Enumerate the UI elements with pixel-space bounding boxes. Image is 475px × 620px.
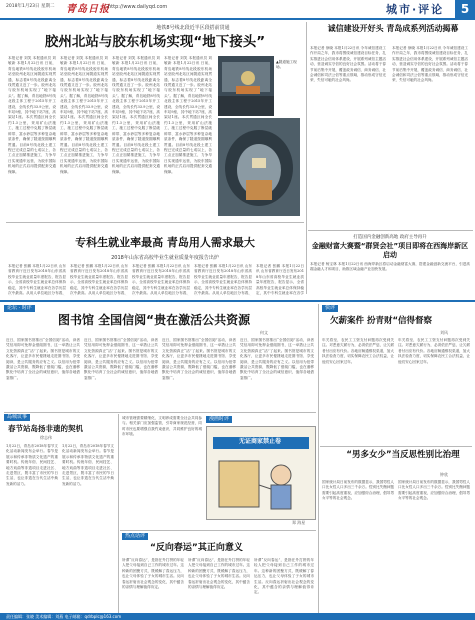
mid-body: 城市管理需要精细化，文明养成需要全社会共同参与。相关部门应加强监管，引导商家规范经营，同时市民也要增强自我约束意识，共同维护良好的城市环境。	[122, 416, 202, 437]
reverse-label: 热点话评	[122, 533, 148, 540]
jobs-body-col-1: 本报记者 张鹏 本报1月22日讯 山东省教育厅近日发布2018年山东省高校毕业生就业质量年度报告，报告显示，全省高校毕业生就业率总体保持稳定，其中专科生就业率在各学历层次中最高。从用人单位地区分布看，	[8, 264, 66, 296]
newspaper-logo: 青岛日报	[66, 4, 110, 15]
spring-body-col-1: 1月22日，青岛市2018年春节文化活动新闻发布会举行。春节是展示和传承非物质文化遗产的重要时机。传统年俗、民间技艺、地方戏曲等非遗项目走进社区、走进景区，既丰富了市民的节日生活，也让非遗在当代生活中焕发新的活力。	[6, 444, 58, 486]
side-body-col-1: 本报记者 徐晓 本报1月22日讯 今年诚信建设工作开局之年，我市将围绕诚信建设目标任务，扎实推进社会信用体系建设，开展系列诚信主题活动，营造诚实守信的良好社会氛围。活动将于春节前后集中开展，覆盖政务诚信、商务诚信、社会诚信和司法公信等重点领域，推动形成守信光荣、失信可耻的社会风尚。	[310, 46, 386, 83]
right-body-col-1: 年关将至，农民工工资支付问题再次受到关注。对恶意欠薪行为，必须依法严惩，让欠薪者付出应有代价。各地应畅通维权渠道，加大执法检查力度，切实保障农民工合法权益，让他们安心回家过年。	[322, 338, 394, 364]
lead-body-col-4: 本报记者 刘笑 本报通讯员 刘敏新 本报1月22日讯 日前，青岛地铁8号线北段胶东机场站至胶州北站区间隧道实现贯通，标志着8号线北段距离全线贯通又近了一步。胶州北站与胶东机场实现了“地下接头”。据了解，青岛地铁8号线北段主体工程于2015年开工建设，全线长约33.9公里，设车站9座，其中地下站7座，高架站1座。本次贯通区间全长约1.3公里，采用矿山法施工，施工过程中克服了断层破碎带、富水砂层等多种复杂地质条件，确保了隧道按期顺利贯通。目前8号线北段土建工程已完成总量的七成以上，各工点正加紧推进施工，力争早日实现通车运营，为胶东国际机场的正式启用提供配套交通保障。	[164, 56, 212, 174]
website-url[interactable]: http://www.dailyqd.com	[108, 4, 168, 10]
lead-headline: 胶州北站与胶东机场实现“地下接头”	[44, 34, 266, 50]
right-headline-2: “男多女少”当反思性别比治理	[346, 450, 460, 460]
spring-headline: 春节站岛扬非遗的契机	[8, 424, 83, 433]
lead-kicker: 地铁8号线北段近半区段搭前贯通	[156, 25, 230, 31]
section-title: 城市·评论	[386, 3, 445, 16]
date-line: 2018年1月23日 星期二	[6, 4, 55, 9]
masthead	[0, 0, 475, 20]
jobs-body-col-5: 本报记者 张鹏 本报1月22日讯 山东省教育厅近日发布2018年山东省高校毕业生就业质量年度报告，报告显示，全省高校毕业生就业率总体保持稳定，其中专科生就业率在各学	[256, 264, 304, 296]
library-body-col-1: 近日，国家图书馆推出“全国信阅”活动，读者凭信用即可免押金借阅图书，这一举措让公共文化资源真正“活”了起来。图书馆是城市的文化客厅，让更多市民便捷地走进图书馆、享受阅读，是公共服务的应有之义。以信用为纽带激活公共资源，既降低了借阅门槛，也在潜移默化中培育了全社会的诚信意识，值得各地借鉴推广。	[6, 338, 80, 380]
right-byline-2: 钟欣	[440, 472, 448, 477]
right-headline: 欠薪案件 扮青财“信得督察	[330, 316, 433, 326]
cartoon-artist: 郑 海星	[292, 520, 306, 525]
lead-caption: ▲隧道施工现场。	[276, 60, 297, 69]
right-label: 快评	[322, 305, 338, 312]
reverse-body-col-2: 所谓“反向春运”，是指在外打拼的年轻人把父母接到自己工作的城市过年。这种新的团聚方式，既缓解了春运压力，也让父母体验了子女的城市生活。反向春运折射出社会观念的变化，其中蕴含的亲情与理解值得肯定。	[188, 558, 250, 590]
cartoon-label: 漫画时评	[206, 416, 232, 423]
jobs-subhead: 2018年山东省高校毕业生就业质量年度报告出炉	[111, 255, 219, 261]
lead-body-col-1: 本报记者 刘笑 本报通讯员 刘敏新 本报1月22日讯 日前，青岛地铁8号线北段胶东机场站至胶州北站区间隧道实现贯通，标志着8号线北段距离全线贯通又近了一步。胶州北站与胶东机场实现了“地下接头”。据了解，青岛地铁8号线北段主体工程于2015年开工建设，全线长约33.9公里，设车站9座，其中地下站7座，高架站1座。本次贯通区间全长约1.3公里，采用矿山法施工，施工过程中克服了断层破碎带、富水砂层等多种复杂地质条件，确保了隧道按期顺利贯通。目前8号线北段土建工程已完成总量的七成以上，各工点正加紧推进施工，力争早日实现通车运营，为胶东国际机场的正式启用提供配套交通保障。	[8, 56, 56, 174]
reverse-headline: “反向春运”其正向意义	[150, 543, 243, 553]
side2-kicker: 打造国内金融创新高地 政府主导再升	[353, 235, 427, 240]
spring-byline: 徐志伟	[40, 435, 52, 440]
footer-credits: 责任编辑：张晓 美术编辑：刘燕 电子邮箱：qdrbplc@163.com	[6, 614, 122, 619]
right-body2-col-2: 国家统计局日前发布的数据显示，我国男性人口比女性人口多出三千余万。性别比失衡问题需要引起高度重视，应加强综合治理，倡导男女平等的社会观念。	[398, 480, 470, 501]
library-byline: 何文	[260, 330, 268, 335]
side-body-col-2: 本报记者 徐晓 本报1月22日讯 今年诚信建设工作开局之年，我市将围绕诚信建设目标任务，扎实推进社会信用体系建设，开展系列诚信主题活动，营造诚实守信的良好社会氛围。活动将于春节前后集中开展，覆盖政务诚信、商务诚信、社会诚信和司法公信等重点领域，推动形成守信光荣、失信可耻的社会风尚。	[392, 46, 468, 83]
opinion-rule	[0, 300, 475, 302]
right-byline: 刘风	[440, 330, 448, 335]
library-body-col-4: 近日，国家图书馆推出“全国信阅”活动，读者凭信用即可免押金借阅图书，这一举措让公共文化资源真正“活”了起来。图书馆是城市的文化客厅，让更多市民便捷地走进图书馆、享受阅读，是公共服务的应有之义。以信用为纽带激活公共资源，既降低了借阅门槛，也在潜移默化中培育了全社会的诚信意识，值得各地借鉴推广。	[240, 338, 314, 380]
right-body2-col-1: 国家统计局日前发布的数据显示，我国男性人口比女性人口多出三千余万。性别比失衡问题需要引起高度重视，应加强综合治理，倡导男女平等的社会观念。	[322, 480, 394, 501]
lead-photo-1	[218, 56, 274, 116]
opinion-banner: 论坛 · 时评	[4, 305, 35, 312]
spring-body-col-2: 1月22日，青岛市2018年春节文化活动新闻发布会举行。春节是展示和传承非物质文化遗产的重要时机。传统年俗、民间技艺、地方戏曲等非遗项目走进社区、走进景区，既丰富了市民的节日生活，也让非遗在当代生活中焕发新的活力。	[62, 444, 114, 486]
right-body-col-2: 年关将至，农民工工资支付问题再次受到关注。对恶意欠薪行为，必须依法严惩，让欠薪者付出应有代价。各地应畅通维权渠道，加大执法检查力度，切实保障农民工合法权益，让他们安心回家过年。	[398, 338, 470, 364]
reverse-body-col-3: 所谓“反向春运”，是指在外打拼的年轻人把父母接到自己工作的城市过年。这种新的团聚方式，既缓解了春运压力，也让父母体验了子女的城市生活。反向春运折射出社会观念的变化，其中蕴含的亲情与理解值得肯定。	[254, 558, 314, 595]
side-headline: 诚信建设开好头 青岛成系列活动揭幕	[327, 24, 459, 33]
cartoon-title: 无证商家禁止卷	[238, 438, 281, 445]
footer-bar	[0, 613, 475, 620]
library-body-col-3: 近日，国家图书馆推出“全国信阅”活动，读者凭信用即可免押金借阅图书，这一举措让公共文化资源真正“活”了起来。图书馆是城市的文化客厅，让更多市民便捷地走进图书馆、享受阅读，是公共服务的应有之义。以信用为纽带激活公共资源，既降低了借阅门槛，也在潜移默化中培育了全社会的诚信意识，值得各地借鉴推广。	[162, 338, 236, 380]
side2-headline: 金融财富大赛暨“群贤会社”项目即将在西海岸新区启动	[311, 242, 469, 259]
jobs-body-col-4: 本报记者 张鹏 本报1月22日讯 山东省教育厅近日发布2018年山东省高校毕业生就业质量年度报告，报告显示，全省高校毕业生就业率总体保持稳定，其中专科生就业率在各学历层次中最高。从用人单位地区分布看，	[194, 264, 252, 296]
lead-body-col-3: 本报记者 刘笑 本报通讯员 刘敏新 本报1月22日讯 日前，青岛地铁8号线北段胶东机场站至胶州北站区间隧道实现贯通，标志着8号线北段距离全线贯通又近了一步。胶州北站与胶东机场实现了“地下接头”。据了解，青岛地铁8号线北段主体工程于2015年开工建设，全线长约33.9公里，设车站9座，其中地下站7座，高架站1座。本次贯通区间全长约1.3公里，采用矿山法施工，施工过程中克服了断层破碎带、富水砂层等多种复杂地质条件，确保了隧道按期顺利贯通。目前8号线北段土建工程已完成总量的七成以上，各工点正加紧推进施工，力争早日实现通车运营，为胶东国际机场的正式启用提供配套交通保障。	[112, 56, 160, 174]
spring-label: 岛城议事	[4, 414, 30, 421]
reverse-body-col-1: 所谓“反向春运”，是指在外打拼的年轻人把父母接到自己工作的城市过年。这种新的团聚方式，既缓解了春运压力，也让父母体验了子女的城市生活。反向春运折射出社会观念的变化，其中蕴含的亲情与理解值得肯定。	[122, 558, 184, 590]
side2-body: 本报记者 杨宝林 本报1月22日讯 西海岸新区将启动金融财富大赛，搭建金融创新交流平台，引进高端金融人才和项目，助推区域金融产业加快发展。	[310, 262, 470, 272]
library-body-col-2: 近日，国家图书馆推出“全国信阅”活动，读者凭信用即可免押金借阅图书，这一举措让公共文化资源真正“活”了起来。图书馆是城市的文化客厅，让更多市民便捷地走进图书馆、享受阅读，是公共服务的应有之义。以信用为纽带激活公共资源，既降低了借阅门槛，也在潜移默化中培育了全社会的诚信意识，值得各地借鉴推广。	[84, 338, 158, 380]
page-number: 5	[455, 0, 475, 18]
jobs-body-col-2: 本报记者 张鹏 本报1月22日讯 山东省教育厅近日发布2018年山东省高校毕业生就业质量年度报告，报告显示，全省高校毕业生就业率总体保持稳定，其中专科生就业率在各学历层次中最高。从用人单位地区分布看，	[70, 264, 128, 296]
lead-body-col-2: 本报记者 刘笑 本报通讯员 刘敏新 本报1月22日讯 日前，青岛地铁8号线北段胶东机场站至胶州北站区间隧道实现贯通，标志着8号线北段距离全线贯通又近了一步。胶州北站与胶东机场实现了“地下接头”。据了解，青岛地铁8号线北段主体工程于2015年开工建设，全线长约33.9公里，设车站9座，其中地下站7座，高架站1座。本次贯通区间全长约1.3公里，采用矿山法施工，施工过程中克服了断层破碎带、富水砂层等多种复杂地质条件，确保了隧道按期顺利贯通。目前8号线北段土建工程已完成总量的七成以上，各工点正加紧推进施工，力争早日实现通车运营，为胶东国际机场的正式启用提供配套交通保障。	[60, 56, 108, 174]
library-headline: 图书馆 全国信阅“贵在激活公共资源	[58, 313, 251, 327]
lead-photo-2	[218, 118, 300, 216]
jobs-headline: 专科生就业率最高 青岛用人需求最大	[75, 236, 255, 249]
jobs-body-col-3: 本报记者 张鹏 本报1月22日讯 山东省教育厅近日发布2018年山东省高校毕业生就业质量年度报告，报告显示，全省高校毕业生就业率总体保持稳定，其中专科生就业率在各学历层次中最高。从用人单位地区分布看，	[132, 264, 190, 296]
